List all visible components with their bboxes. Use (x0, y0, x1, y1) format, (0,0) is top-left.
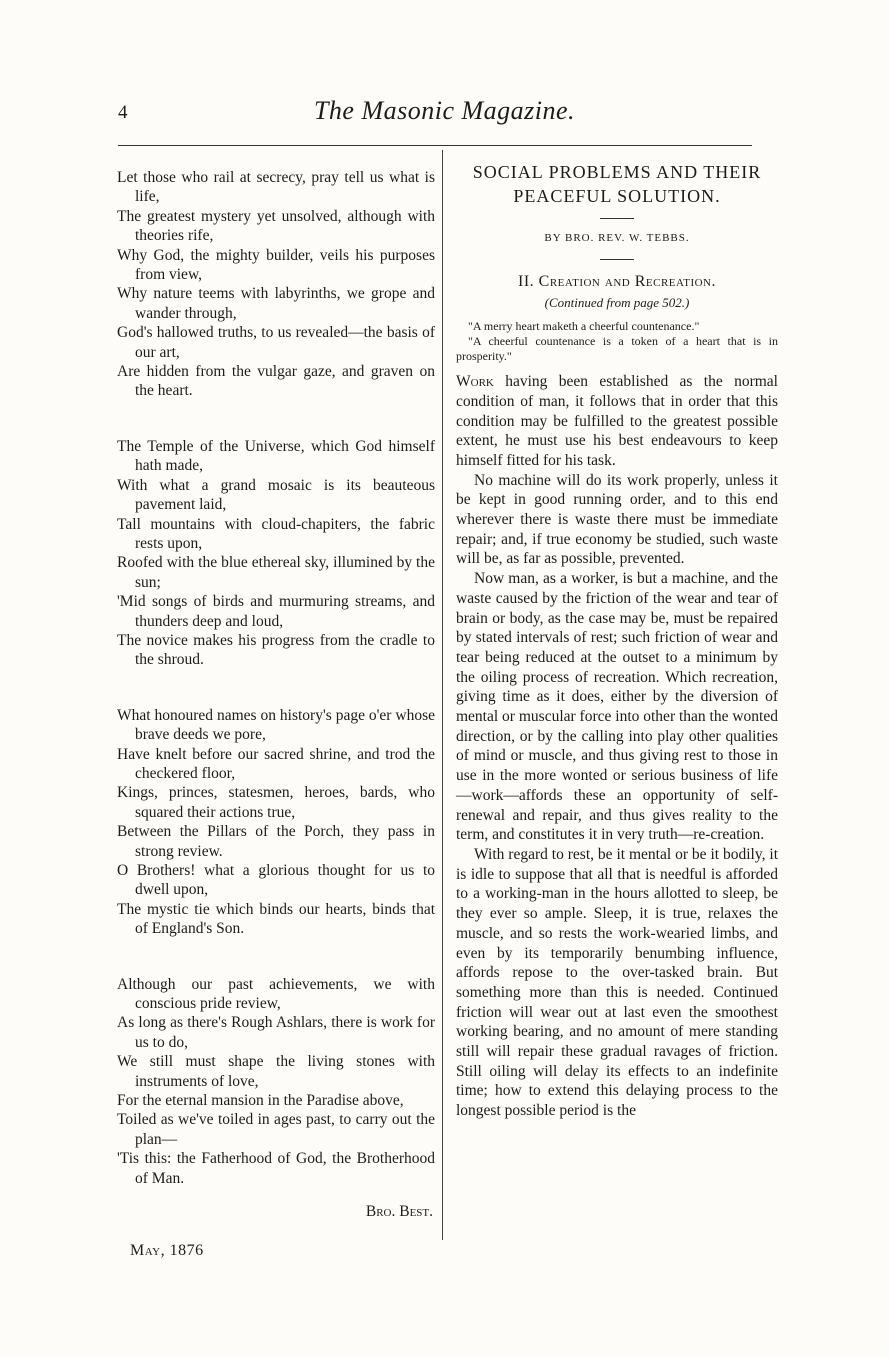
poem-line: Roofed with the blue ethereal sky, illumined by the sun; (117, 554, 435, 591)
poem-line: Toiled as we've toiled in ages past, to carry out the plan— (117, 1111, 435, 1148)
article-column (456, 160, 778, 1121)
poem-line: Let those who rail at secrecy, pray tell us what is life, (117, 169, 435, 206)
poem-line: Although our past achievements, we with conscious pride review, (117, 975, 435, 1013)
epigraph (456, 319, 778, 364)
header-rule (118, 145, 752, 146)
poem-line: Why God, the mighty builder, veils his purposes from view, (117, 246, 435, 284)
epigraph-line: "A merry heart maketh a cheerful countenance." (468, 319, 700, 334)
poem-line: What honoured names on history's page o'er whose brave deeds we pore, (117, 706, 435, 744)
poem-line: 'Mid songs of birds and murmuring streams, and thunders deep and loud, (117, 593, 435, 630)
poem-line: God's hallowed truths, to us revealed—the basis of our art, (117, 324, 435, 361)
poem-column (117, 168, 435, 1222)
poem-line: Have knelt before our sacred shrine, and trod the checkered floor, (117, 745, 435, 782)
issue-date: May, 1876 (130, 1242, 204, 1259)
article-paragraph: With regard to rest, be it mental or be it bodily, it is idle to suppose that all that is needful is afforded to a working-man in the hours allotted to sleep, be they ever so ample. Sleep, it is true, relaxes the muscle, and so rests the work-wearied limbs, and even by its temporarily benumbing influence, affords repose to the over-tasked brain. But something more than this is needed. Continued friction will wear out at last even the smoothest working bearing, and no amount of mere standing still will repair these gradual ravages of friction. Still oiling will delay its effects to an indefinite time; how to extend this delaying process to the longest possible period is the (456, 845, 778, 1120)
poem-line: With what a grand mosaic is its beauteous pavement laid, (117, 476, 435, 514)
paragraph-text: having been established as the normal condition of man, it follows that in order that this condition may be fulfilled to the greatest possible extent, he must use his best endeavours to keep himself fitted for his task. (456, 373, 778, 469)
poem-line: 'Tis this: the Fatherhood of God, the Brotherhood of Man. (117, 1150, 435, 1187)
poem-line: As long as there's Rough Ashlars, there is work for us to do, (117, 1014, 435, 1051)
article-paragraph: No machine will do its work properly, unless it be kept in good running order, and to this end wherever there is waste there must be immediate repair; and, if true economy be studied, such waste will be, as far as possible, prevented. (456, 471, 778, 568)
article-paragraph: Now man, as a worker, is but a machine, and the waste caused by the friction of the wear and tear of brain or body, as the case may be, must be repaired by stated intervals of rest; such friction of wear and tear being reduced at the outset to a minimum by the oiling process of recreation. Which recreation, giving time as it does, either by the diversion of mental or muscular force into other than the wonted direction, or by the calling into play other qualities of mind or muscle, and thus giving rest to those in use in the more wonted or serious business of life—work—affords these an opportunity of self-renewal and repair, and thus gives reality to the term, and constitutes it in very truth—re-creation. (456, 570, 778, 844)
poem-line: Between the Pillars of the Porch, they pass in strong review. (117, 823, 435, 860)
article-title: SOCIAL PROBLEMS AND THEIR PEACEFUL SOLUTION. (472, 162, 762, 206)
poem-line: The mystic tie which binds our hearts, binds that of England's Son. (117, 900, 435, 938)
title-rule (600, 218, 634, 219)
section-title: II. Creation and Recreation. (518, 272, 716, 290)
poem-line: Are hidden from the vulgar gaze, and graven on the heart. (117, 363, 435, 400)
column-divider (442, 150, 443, 1240)
article-byline: BY BRO. REV. W. TEBBS. (544, 232, 690, 244)
continued-note: (Continued from page 502.) (544, 295, 690, 311)
poem-line: O Brothers! what a glorious thought for us to dwell upon, (117, 862, 435, 899)
poem-stanza (117, 706, 435, 939)
poem-line: The novice makes his progress from the cradle to the shroud. (117, 631, 435, 669)
poem-stanza (117, 437, 435, 670)
running-title: The Masonic Magazine. (313, 96, 576, 125)
poem-signature: Bro. Best. (365, 1203, 433, 1221)
poem-line: Why nature teems with labyrinths, we grope and wander through, (117, 285, 435, 322)
lead-word: Work (456, 373, 494, 391)
poem-line: For the eternal mansion in the Paradise above, (117, 1092, 404, 1110)
epigraph-line: "A cheerful countenance is a token of a heart that is in prosperity." (456, 334, 778, 364)
poem-line: The greatest mystery yet unsolved, although with theories rife, (117, 207, 435, 245)
poem-line: Kings, princes, statesmen, heroes, bards, who squared their actions true, (117, 784, 435, 821)
poem-stanza (117, 168, 435, 401)
poem-line: The Temple of the Universe, which God himself hath made, (117, 437, 435, 475)
page-number: 4 (118, 102, 128, 123)
poem-stanza (117, 975, 435, 1188)
article-paragraph (456, 372, 778, 471)
poem-line: Tall mountains with cloud-chapiters, the fabric rests upon, (117, 515, 435, 552)
poem-line: We still must shape the living stones with instruments of love, (117, 1053, 435, 1090)
byline-rule (600, 259, 634, 260)
